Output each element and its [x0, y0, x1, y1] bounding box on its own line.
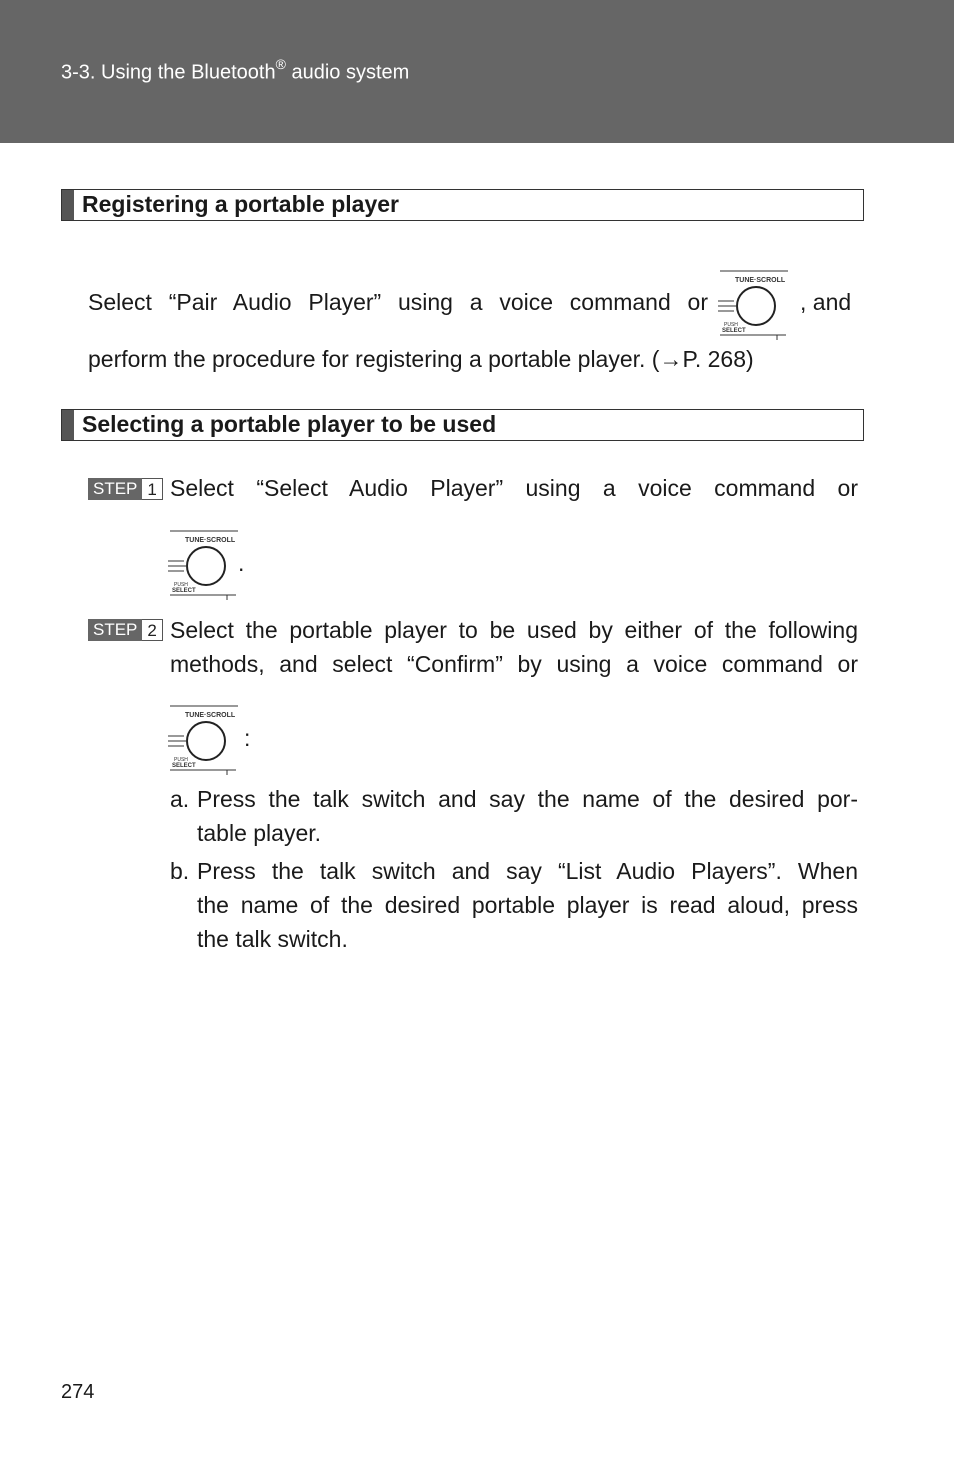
item-b-line3: the talk switch.	[197, 926, 348, 952]
registered-mark: ®	[275, 56, 286, 72]
section1-line1-tail: , and	[800, 289, 852, 315]
header-title	[61, 58, 409, 85]
section-heading-selecting	[61, 409, 864, 441]
step2-badge	[88, 619, 163, 641]
step-word: STEP	[88, 478, 142, 500]
svg-text:PUSH: PUSH	[174, 757, 188, 763]
item-a-line2: table player.	[197, 820, 322, 846]
tune-scroll-knob-icon	[716, 268, 790, 340]
svg-text:SELECT: SELECT	[722, 328, 746, 334]
svg-text:SELECT: SELECT	[172, 763, 196, 769]
item-a-line1: Press the talk switch and say the name of the desired por-	[197, 786, 858, 812]
page-number: 274	[61, 1381, 95, 1403]
step-word: STEP	[88, 619, 142, 641]
step1-line1: Select “Select Audio Player” using a voice command or	[170, 475, 858, 501]
item-b-line2: the name of the desired portable player is read aloud, press	[197, 892, 858, 918]
header-title-prefix: 3-3. Using the Bluetooth	[61, 61, 276, 84]
tune-scroll-knob-icon	[166, 528, 240, 600]
step-number: 2	[142, 619, 162, 641]
step1-badge	[88, 478, 163, 500]
step1-tail: .	[238, 550, 245, 576]
svg-text:PUSH: PUSH	[724, 322, 738, 328]
step2-line2: methods, and select “Confirm” by using a voice command or	[170, 651, 858, 677]
step2-tail: :	[244, 725, 251, 751]
header-title-suffix: audio system	[285, 61, 410, 84]
heading-bar	[62, 410, 74, 440]
svg-text:TUNE·SCROLL: TUNE·SCROLL	[185, 537, 236, 544]
section-heading-label: Registering a portable player	[82, 191, 399, 217]
tune-scroll-knob-icon	[166, 703, 240, 775]
heading-bar	[62, 190, 74, 220]
item-b-line1: Press the talk switch and say “List Audio Players”. When	[197, 858, 858, 884]
section1-line1: Select “Pair Audio Player” using a voice command or	[88, 289, 708, 315]
svg-text:TUNE·SCROLL: TUNE·SCROLL	[185, 712, 236, 719]
section-heading-registering	[61, 189, 864, 221]
svg-text:PUSH: PUSH	[174, 582, 188, 588]
svg-text:TUNE·SCROLL: TUNE·SCROLL	[735, 277, 786, 284]
item-b-marker: b.	[170, 858, 190, 884]
svg-text:SELECT: SELECT	[172, 588, 196, 594]
step2-line1: Select the portable player to be used by either of the following	[170, 617, 858, 643]
section-heading-label: Selecting a portable player to be used	[82, 411, 497, 437]
section1-line2: perform the procedure for registering a portable player. (→P. 268)	[88, 346, 754, 372]
step-number: 1	[142, 478, 162, 500]
page-header	[0, 0, 954, 143]
item-a-marker: a.	[170, 786, 190, 812]
